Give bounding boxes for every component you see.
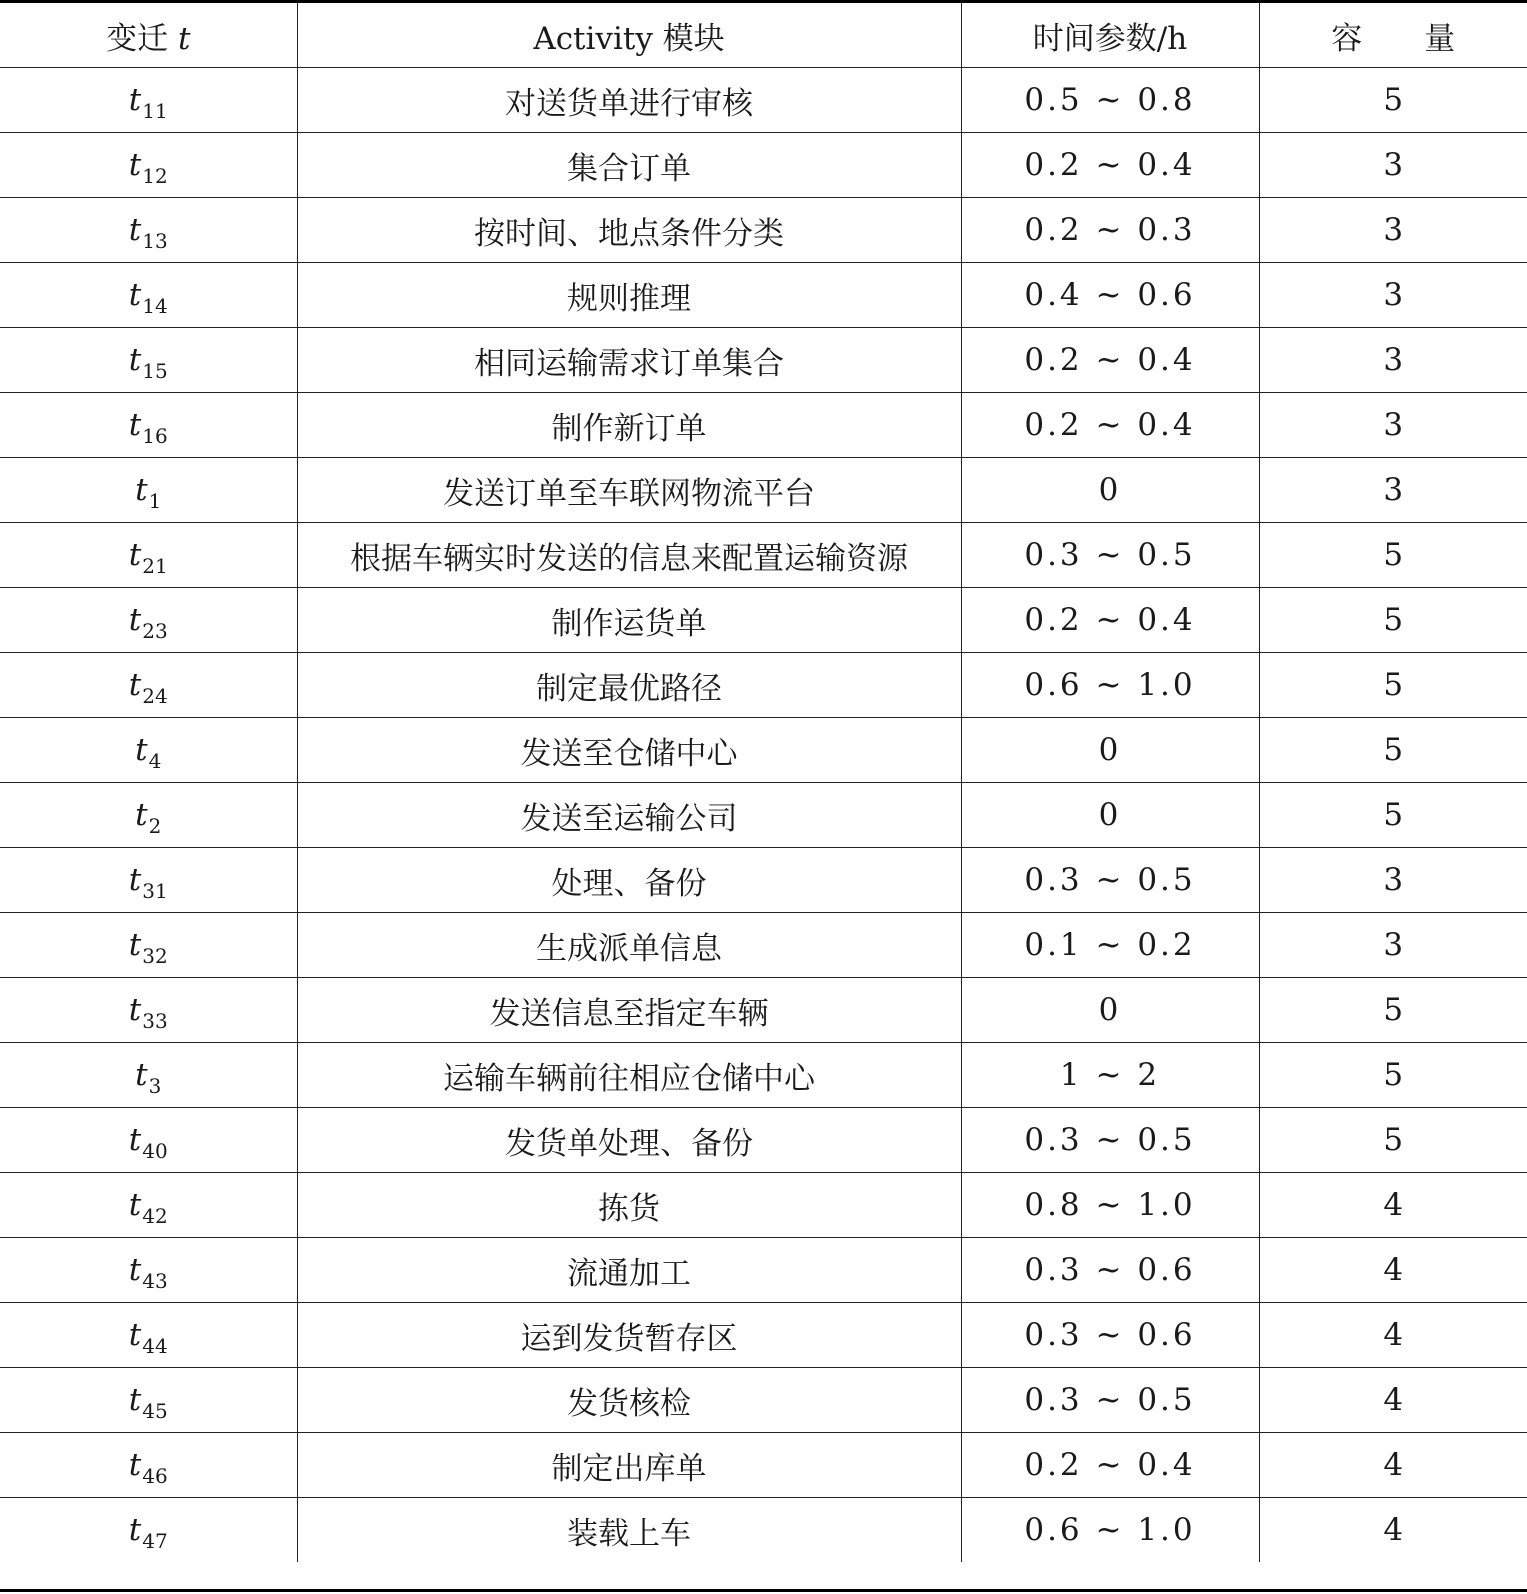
activity-cell: 装载上车 [297,1498,961,1563]
header-transition [0,3,297,68]
activity-cell: 对送货单进行审核 [297,68,961,133]
table-row [0,848,1527,913]
transition-var: t [128,667,142,703]
capacity-cell: 4 [1259,1303,1527,1368]
table-row [0,783,1527,848]
table-row [0,1108,1527,1173]
transition-cell [0,1173,297,1238]
activity-cell: 制定最优路径 [297,653,961,718]
transition-var: t [135,732,148,768]
transition-cell [0,68,297,133]
transition-var: t [128,212,142,248]
capacity-cell: 5 [1259,588,1527,653]
activity-cell: 处理、备份 [297,848,961,913]
activity-cell: 发货单处理、备份 [297,1108,961,1173]
table-row [0,68,1527,133]
transition-var: t [128,147,142,183]
capacity-cell: 3 [1259,848,1527,913]
transition-cell [0,1043,297,1108]
transition-var: t [128,602,142,638]
capacity-cell: 4 [1259,1368,1527,1433]
capacity-cell: 5 [1259,783,1527,848]
transition-subscript: 11 [142,99,168,123]
table-row [0,1303,1527,1368]
table-row [0,1368,1527,1433]
activity-cell: 生成派单信息 [297,913,961,978]
transition-var: t [128,927,142,963]
capacity-cell: 3 [1259,393,1527,458]
capacity-cell: 3 [1259,458,1527,523]
transition-cell [0,133,297,198]
table-row [0,913,1527,978]
transition-cell [0,393,297,458]
transition-subscript: 46 [142,1464,168,1488]
table-row [0,1238,1527,1303]
time-cell: 0.5 ~ 0.8 [961,68,1259,133]
transition-var: t [128,992,142,1028]
transition-cell [0,1108,297,1173]
transition-cell [0,523,297,588]
transition-var: t [128,1512,142,1548]
table-row [0,198,1527,263]
transition-cell [0,1303,297,1368]
transition-subscript: 31 [142,879,168,903]
transition-subscript: 44 [142,1334,168,1358]
table-row [0,458,1527,523]
capacity-cell: 4 [1259,1173,1527,1238]
table-row [0,393,1527,458]
capacity-cell: 5 [1259,978,1527,1043]
activity-cell: 按时间、地点条件分类 [297,198,961,263]
time-cell: 0.2 ~ 0.4 [961,133,1259,198]
transition-subscript: 15 [142,359,168,383]
transition-subscript: 3 [148,1074,162,1098]
activity-cell: 运到发货暂存区 [297,1303,961,1368]
transition-subscript: 16 [142,424,168,448]
transition-cell [0,718,297,783]
time-cell: 0.2 ~ 0.3 [961,198,1259,263]
capacity-cell: 5 [1259,718,1527,783]
time-cell: 0.3 ~ 0.5 [961,523,1259,588]
transition-var: t [128,407,142,443]
activity-cell: 运输车辆前往相应仓储中心 [297,1043,961,1108]
header-capacity: 容 量 [1259,3,1527,68]
table-row [0,263,1527,328]
time-cell: 0 [961,783,1259,848]
time-cell: 0.2 ~ 0.4 [961,393,1259,458]
transition-var: t [128,1447,142,1483]
transition-cell [0,1368,297,1433]
capacity-cell: 3 [1259,913,1527,978]
table-row [0,328,1527,393]
time-cell: 0 [961,718,1259,783]
time-cell: 1 ~ 2 [961,1043,1259,1108]
time-cell: 0.2 ~ 0.4 [961,588,1259,653]
capacity-cell: 4 [1259,1238,1527,1303]
time-cell: 0.4 ~ 0.6 [961,263,1259,328]
transition-subscript: 42 [142,1204,168,1228]
transition-cell [0,1433,297,1498]
table-row [0,523,1527,588]
transition-subscript: 23 [142,619,168,643]
table-row [0,1173,1527,1238]
capacity-cell: 3 [1259,328,1527,393]
transition-cell [0,848,297,913]
activity-cell: 流通加工 [297,1238,961,1303]
activity-cell: 发送至运输公司 [297,783,961,848]
transition-var: t [135,797,148,833]
time-cell: 0.6 ~ 1.0 [961,1498,1259,1563]
transition-cell [0,913,297,978]
transition-cell [0,653,297,718]
transition-cell [0,198,297,263]
transition-cell [0,458,297,523]
time-cell: 0.1 ~ 0.2 [961,913,1259,978]
capacity-cell: 3 [1259,133,1527,198]
transition-subscript: 47 [142,1529,168,1553]
activity-cell: 根据车辆实时发送的信息来配置运输资源 [297,523,961,588]
transition-subscript: 32 [142,944,168,968]
capacity-cell: 3 [1259,263,1527,328]
transition-var: t [128,342,142,378]
activity-cell: 发货核检 [297,1368,961,1433]
transition-subscript: 45 [142,1399,168,1423]
activity-cell: 发送至仓储中心 [297,718,961,783]
transition-subscript: 33 [142,1009,168,1033]
time-cell: 0.3 ~ 0.6 [961,1303,1259,1368]
transition-subscript: 2 [148,814,162,838]
transition-table [0,3,1527,1562]
transition-subscript: 12 [142,164,168,188]
table-bottom-rule [0,1589,1527,1592]
activity-cell: 集合订单 [297,133,961,198]
activity-cell: 制作运货单 [297,588,961,653]
time-cell: 0 [961,978,1259,1043]
time-cell: 0 [961,458,1259,523]
transition-subscript: 21 [142,554,168,578]
time-cell: 0.6 ~ 1.0 [961,653,1259,718]
time-cell: 0.3 ~ 0.5 [961,848,1259,913]
table-row [0,653,1527,718]
header-time: 时间参数/h [961,3,1259,68]
transition-cell [0,978,297,1043]
capacity-cell: 4 [1383,1512,1404,1548]
table-row [0,133,1527,198]
transition-var: t [128,1252,142,1288]
header-transition-var: t [177,20,191,57]
activity-cell: 发送信息至指定车辆 [297,978,961,1043]
transition-subscript: 1 [148,489,162,513]
capacity-cell: 4 [1259,1433,1527,1498]
table-row [0,978,1527,1043]
transition-var: t [128,537,142,573]
table-header-row [0,3,1527,68]
transition-var: t [128,82,142,118]
transition-cell [0,783,297,848]
transition-cell [0,263,297,328]
time-cell: 0.2 ~ 0.4 [961,1433,1259,1498]
activity-cell: 制定出库单 [297,1433,961,1498]
capacity-cell: 3 [1259,198,1527,263]
time-cell: 0.3 ~ 0.5 [961,1368,1259,1433]
transition-subscript: 4 [148,749,162,773]
table-body [0,68,1527,1563]
capacity-cell: 5 [1259,653,1527,718]
transition-subscript: 13 [142,229,168,253]
header-activity: Activity 模块 [297,3,961,68]
transition-var: t [128,277,142,313]
transition-subscript: 14 [142,294,168,318]
transition-var: t [128,1382,142,1418]
transition-cell [0,1238,297,1303]
activity-cell: 制作新订单 [297,393,961,458]
activity-cell: 发送订单至车联网物流平台 [297,458,961,523]
transition-cell [0,1498,297,1563]
table-row [0,1498,1527,1563]
table-row [0,718,1527,783]
transition-var: t [128,862,142,898]
transition-var: t [128,1122,142,1158]
time-cell: 0.8 ~ 1.0 [961,1173,1259,1238]
transition-subscript: 24 [142,684,168,708]
transition-subscript: 40 [142,1139,168,1163]
capacity-cell: 5 [1259,1043,1527,1108]
transition-cell [0,588,297,653]
transition-subscript: 43 [142,1269,168,1293]
transition-var: t [128,1187,142,1223]
transition-var: t [128,1317,142,1353]
activity-cell: 相同运输需求订单集合 [297,328,961,393]
transition-var: t [135,1057,148,1093]
capacity-cell: 5 [1259,68,1527,133]
capacity-cell: 5 [1259,523,1527,588]
transition-var: t [135,472,148,508]
time-cell: 0.3 ~ 0.5 [961,1108,1259,1173]
transition-cell [0,328,297,393]
activity-cell: 拣货 [297,1173,961,1238]
table-row [0,1433,1527,1498]
time-cell: 0.2 ~ 0.4 [961,328,1259,393]
table-row [0,588,1527,653]
time-cell: 0.3 ~ 0.6 [961,1238,1259,1303]
capacity-cell: 5 [1259,1108,1527,1173]
activity-cell: 规则推理 [297,263,961,328]
table-row [0,1043,1527,1108]
header-transition-label: 变迁 [106,20,178,57]
